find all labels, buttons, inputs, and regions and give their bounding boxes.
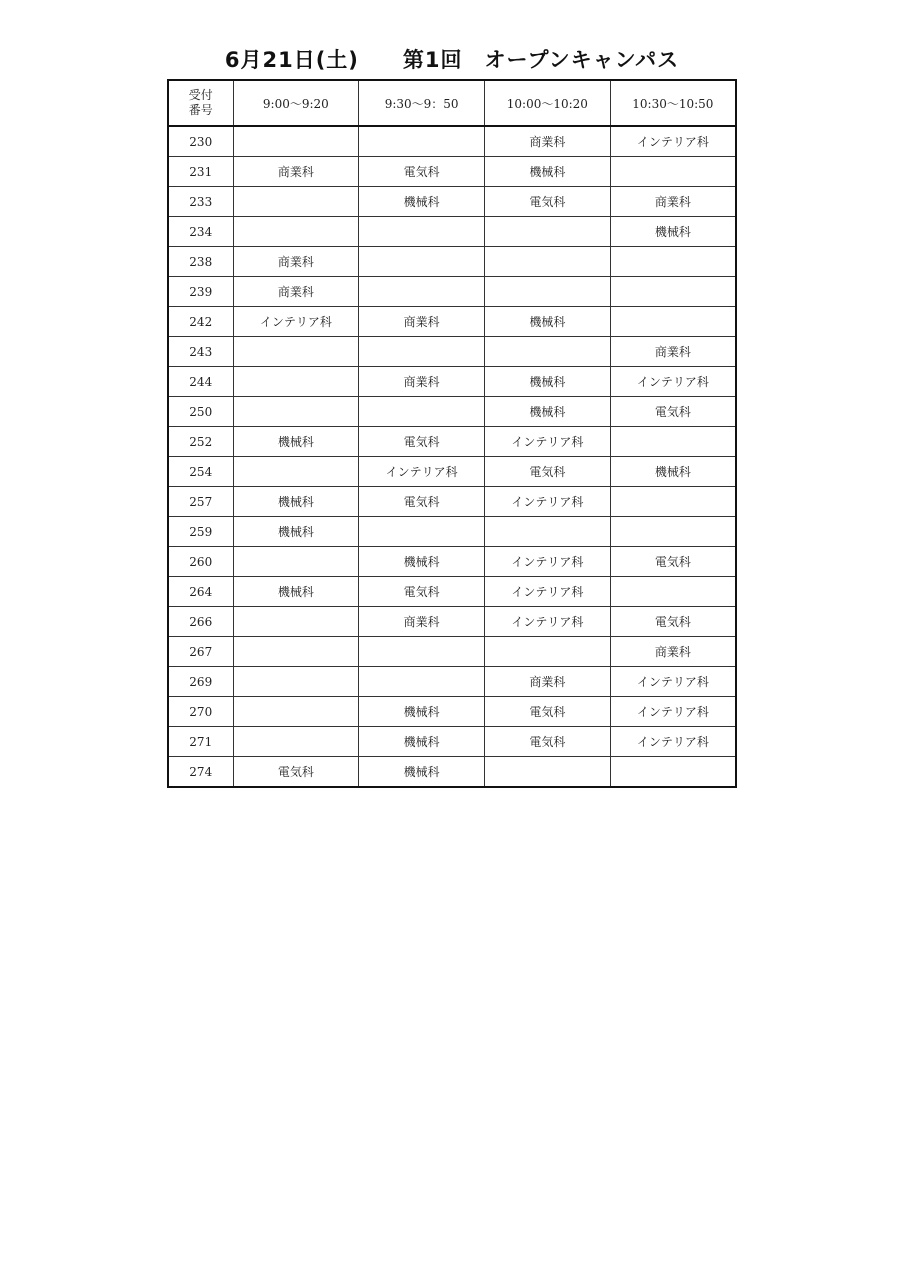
reception-number-cell: 239 bbox=[168, 277, 233, 307]
header-slot-4: 10:30～10:50 bbox=[610, 80, 736, 126]
slot-3-cell: インテリア科 bbox=[485, 577, 611, 607]
slot-1-cell bbox=[233, 367, 359, 397]
slot-2-cell bbox=[359, 667, 485, 697]
slot-2-cell: インテリア科 bbox=[359, 457, 485, 487]
slot-1-cell bbox=[233, 126, 359, 157]
slot-4-cell: 機械科 bbox=[610, 457, 736, 487]
reception-number-cell: 244 bbox=[168, 367, 233, 397]
slot-2-cell: 商業科 bbox=[359, 607, 485, 637]
slot-3-cell: 電気科 bbox=[485, 727, 611, 757]
table-row bbox=[168, 337, 736, 367]
header-row bbox=[168, 80, 736, 126]
slot-1-cell bbox=[233, 727, 359, 757]
slot-2-cell bbox=[359, 517, 485, 547]
slot-1-cell bbox=[233, 397, 359, 427]
slot-1-cell: インテリア科 bbox=[233, 307, 359, 337]
slot-1-cell bbox=[233, 337, 359, 367]
slot-4-cell bbox=[610, 247, 736, 277]
slot-3-cell bbox=[485, 337, 611, 367]
slot-2-cell: 電気科 bbox=[359, 157, 485, 187]
slot-1-cell: 商業科 bbox=[233, 277, 359, 307]
slot-2-cell: 電気科 bbox=[359, 487, 485, 517]
table-row bbox=[168, 397, 736, 427]
slot-2-cell: 機械科 bbox=[359, 697, 485, 727]
slot-2-cell bbox=[359, 217, 485, 247]
slot-4-cell: インテリア科 bbox=[610, 727, 736, 757]
slot-3-cell: 商業科 bbox=[485, 667, 611, 697]
table-body bbox=[168, 126, 736, 787]
table-row bbox=[168, 427, 736, 457]
slot-2-cell bbox=[359, 277, 485, 307]
slot-1-cell bbox=[233, 607, 359, 637]
slot-4-cell: 商業科 bbox=[610, 637, 736, 667]
slot-2-cell bbox=[359, 337, 485, 367]
slot-2-cell: 電気科 bbox=[359, 577, 485, 607]
slot-3-cell: 電気科 bbox=[485, 457, 611, 487]
slot-3-cell: インテリア科 bbox=[485, 427, 611, 457]
slot-3-cell: 電気科 bbox=[485, 697, 611, 727]
reception-number-cell: 243 bbox=[168, 337, 233, 367]
table-row bbox=[168, 457, 736, 487]
slot-1-cell bbox=[233, 187, 359, 217]
slot-4-cell: インテリア科 bbox=[610, 697, 736, 727]
slot-4-cell bbox=[610, 577, 736, 607]
table-row bbox=[168, 367, 736, 397]
slot-3-cell: インテリア科 bbox=[485, 547, 611, 577]
reception-number-cell: 259 bbox=[168, 517, 233, 547]
slot-3-cell: インテリア科 bbox=[485, 607, 611, 637]
table-row bbox=[168, 217, 736, 247]
table-row bbox=[168, 577, 736, 607]
reception-number-cell: 267 bbox=[168, 637, 233, 667]
header-slot-1: 9:00～9:20 bbox=[233, 80, 359, 126]
header-number-label-line1: 受付 bbox=[188, 88, 213, 102]
slot-2-cell: 機械科 bbox=[359, 727, 485, 757]
slot-3-cell bbox=[485, 247, 611, 277]
table-row bbox=[168, 487, 736, 517]
slot-3-cell bbox=[485, 637, 611, 667]
slot-2-cell bbox=[359, 126, 485, 157]
slot-4-cell: インテリア科 bbox=[610, 367, 736, 397]
slot-3-cell: 機械科 bbox=[485, 397, 611, 427]
slot-3-cell: 商業科 bbox=[485, 126, 611, 157]
slot-1-cell bbox=[233, 697, 359, 727]
header-number-label-line2: 番号 bbox=[188, 103, 213, 117]
reception-number-cell: 274 bbox=[168, 757, 233, 788]
reception-number-cell: 252 bbox=[168, 427, 233, 457]
slot-1-cell bbox=[233, 217, 359, 247]
schedule-table bbox=[167, 79, 737, 788]
slot-4-cell bbox=[610, 427, 736, 457]
slot-2-cell: 機械科 bbox=[359, 757, 485, 788]
slot-4-cell bbox=[610, 157, 736, 187]
slot-1-cell bbox=[233, 637, 359, 667]
slot-3-cell bbox=[485, 277, 611, 307]
slot-4-cell bbox=[610, 307, 736, 337]
reception-number-cell: 238 bbox=[168, 247, 233, 277]
reception-number-cell: 269 bbox=[168, 667, 233, 697]
table-row bbox=[168, 607, 736, 637]
reception-number-cell: 233 bbox=[168, 187, 233, 217]
slot-1-cell: 機械科 bbox=[233, 517, 359, 547]
reception-number-cell: 260 bbox=[168, 547, 233, 577]
slot-3-cell bbox=[485, 757, 611, 788]
table-row bbox=[168, 517, 736, 547]
page-title: 6月21日(土) 第1回 オープンキャンパス bbox=[224, 48, 680, 72]
slot-2-cell: 商業科 bbox=[359, 367, 485, 397]
slot-2-cell: 機械科 bbox=[359, 187, 485, 217]
slot-4-cell bbox=[610, 487, 736, 517]
slot-3-cell: 機械科 bbox=[485, 367, 611, 397]
slot-1-cell: 商業科 bbox=[233, 157, 359, 187]
slot-4-cell: インテリア科 bbox=[610, 667, 736, 697]
reception-number-cell: 271 bbox=[168, 727, 233, 757]
slot-4-cell bbox=[610, 517, 736, 547]
slot-4-cell bbox=[610, 277, 736, 307]
slot-2-cell bbox=[359, 637, 485, 667]
slot-4-cell: 電気科 bbox=[610, 397, 736, 427]
slot-3-cell: 機械科 bbox=[485, 157, 611, 187]
table-row bbox=[168, 637, 736, 667]
reception-number-cell: 254 bbox=[168, 457, 233, 487]
reception-number-cell: 270 bbox=[168, 697, 233, 727]
slot-4-cell: 電気科 bbox=[610, 607, 736, 637]
slot-1-cell: 商業科 bbox=[233, 247, 359, 277]
table-row bbox=[168, 307, 736, 337]
slot-4-cell: 機械科 bbox=[610, 217, 736, 247]
reception-number-cell: 234 bbox=[168, 217, 233, 247]
slot-4-cell bbox=[610, 757, 736, 788]
slot-3-cell bbox=[485, 217, 611, 247]
table-header bbox=[168, 80, 736, 126]
reception-number-cell: 257 bbox=[168, 487, 233, 517]
reception-number-cell: 230 bbox=[168, 126, 233, 157]
table-row bbox=[168, 667, 736, 697]
slot-4-cell: 商業科 bbox=[610, 187, 736, 217]
slot-4-cell: 商業科 bbox=[610, 337, 736, 367]
reception-number-cell: 250 bbox=[168, 397, 233, 427]
table-row bbox=[168, 547, 736, 577]
slot-3-cell: インテリア科 bbox=[485, 487, 611, 517]
reception-number-cell: 231 bbox=[168, 157, 233, 187]
slot-1-cell: 電気科 bbox=[233, 757, 359, 788]
header-slot-3: 10:00～10:20 bbox=[485, 80, 611, 126]
table-row bbox=[168, 277, 736, 307]
slot-2-cell bbox=[359, 397, 485, 427]
header-slot-2: 9:30～9：50 bbox=[359, 80, 485, 126]
reception-number-cell: 264 bbox=[168, 577, 233, 607]
slot-4-cell: 電気科 bbox=[610, 547, 736, 577]
table-row bbox=[168, 126, 736, 157]
header-number-cell bbox=[168, 80, 233, 126]
slot-2-cell: 商業科 bbox=[359, 307, 485, 337]
slot-1-cell: 機械科 bbox=[233, 577, 359, 607]
slot-3-cell: 機械科 bbox=[485, 307, 611, 337]
table-row bbox=[168, 187, 736, 217]
slot-1-cell bbox=[233, 457, 359, 487]
reception-number-cell: 242 bbox=[168, 307, 233, 337]
slot-2-cell: 電気科 bbox=[359, 427, 485, 457]
table-row bbox=[168, 157, 736, 187]
slot-2-cell: 機械科 bbox=[359, 547, 485, 577]
slot-1-cell bbox=[233, 667, 359, 697]
slot-4-cell: インテリア科 bbox=[610, 126, 736, 157]
slot-1-cell bbox=[233, 547, 359, 577]
reception-number-cell: 266 bbox=[168, 607, 233, 637]
slot-1-cell: 機械科 bbox=[233, 427, 359, 457]
table-row bbox=[168, 247, 736, 277]
table-row bbox=[168, 697, 736, 727]
table-row bbox=[168, 727, 736, 757]
slot-1-cell: 機械科 bbox=[233, 487, 359, 517]
slot-3-cell: 電気科 bbox=[485, 187, 611, 217]
slot-2-cell bbox=[359, 247, 485, 277]
slot-3-cell bbox=[485, 517, 611, 547]
table-row bbox=[168, 757, 736, 788]
